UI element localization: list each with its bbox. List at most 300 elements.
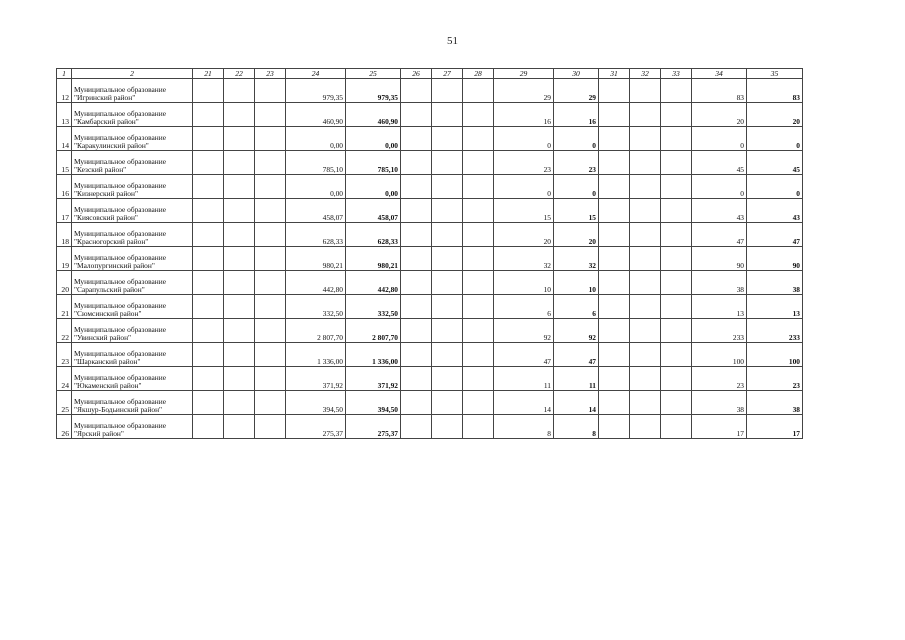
table-row: [57, 103, 803, 127]
cell-col-24: 980,21: [286, 247, 346, 271]
cell-col-31: [599, 199, 630, 223]
municipality-type-label: Муниципальное образование: [74, 325, 166, 335]
cell-col-29: 23: [494, 151, 554, 175]
cell-col-33: [661, 391, 692, 415]
municipal-data-table: [56, 68, 803, 439]
cell-col-33: [661, 271, 692, 295]
row-number: 16: [57, 175, 72, 199]
cell-col-31: [599, 79, 630, 103]
cell-col-23: [255, 415, 286, 439]
cell-col-26: [401, 415, 432, 439]
cell-col-25: 1 336,00: [346, 343, 401, 367]
cell-col-21: [193, 391, 224, 415]
cell-col-25: 371,92: [346, 367, 401, 391]
municipality-name-label: "Увинский район": [74, 333, 132, 343]
cell-col-35: 45: [747, 151, 803, 175]
cell-col-29: 0: [494, 127, 554, 151]
cell-col-27: [432, 199, 463, 223]
cell-col-29: 0: [494, 175, 554, 199]
cell-col-23: [255, 223, 286, 247]
cell-col-26: [401, 391, 432, 415]
cell-col-31: [599, 127, 630, 151]
cell-col-21: [193, 127, 224, 151]
cell-col-26: [401, 295, 432, 319]
municipality-name-cell: [72, 343, 193, 367]
cell-col-33: [661, 319, 692, 343]
cell-col-23: [255, 343, 286, 367]
cell-col-27: [432, 175, 463, 199]
municipality-name-cell: [72, 319, 193, 343]
cell-col-29: 29: [494, 79, 554, 103]
cell-col-29: 16: [494, 103, 554, 127]
column-header: 22: [224, 69, 255, 79]
cell-col-34: 23: [692, 367, 747, 391]
cell-col-22: [224, 367, 255, 391]
cell-col-32: [630, 247, 661, 271]
cell-col-33: [661, 127, 692, 151]
cell-col-23: [255, 367, 286, 391]
cell-col-25: 2 807,70: [346, 319, 401, 343]
cell-col-27: [432, 151, 463, 175]
cell-col-34: 90: [692, 247, 747, 271]
cell-col-23: [255, 103, 286, 127]
municipality-name-cell: [72, 271, 193, 295]
cell-col-30: 23: [554, 151, 599, 175]
cell-col-31: [599, 295, 630, 319]
municipality-name-cell: [72, 247, 193, 271]
cell-col-27: [432, 247, 463, 271]
cell-col-32: [630, 391, 661, 415]
cell-col-32: [630, 199, 661, 223]
cell-col-33: [661, 415, 692, 439]
cell-col-28: [463, 319, 494, 343]
cell-col-21: [193, 199, 224, 223]
row-number: 18: [57, 223, 72, 247]
municipality-name-cell: [72, 127, 193, 151]
municipality-name-cell: [72, 391, 193, 415]
cell-col-22: [224, 79, 255, 103]
cell-col-32: [630, 103, 661, 127]
cell-col-29: 10: [494, 271, 554, 295]
cell-col-28: [463, 223, 494, 247]
cell-col-22: [224, 103, 255, 127]
cell-col-23: [255, 199, 286, 223]
cell-col-22: [224, 247, 255, 271]
column-header: 27: [432, 69, 463, 79]
cell-col-25: 275,37: [346, 415, 401, 439]
cell-col-25: 0,00: [346, 175, 401, 199]
cell-col-24: 275,37: [286, 415, 346, 439]
cell-col-28: [463, 271, 494, 295]
column-header: 25: [346, 69, 401, 79]
cell-col-34: 38: [692, 391, 747, 415]
municipality-type-label: Муниципальное образование: [74, 109, 166, 119]
table-row: [57, 223, 803, 247]
municipality-type-label: Муниципальное образование: [74, 373, 166, 383]
table-row: [57, 79, 803, 103]
cell-col-21: [193, 295, 224, 319]
column-header: 32: [630, 69, 661, 79]
cell-col-25: 332,50: [346, 295, 401, 319]
municipality-name-cell: [72, 151, 193, 175]
municipality-name-label: "Юкаменский район": [74, 381, 142, 391]
cell-col-25: 0,00: [346, 127, 401, 151]
cell-col-32: [630, 151, 661, 175]
cell-col-31: [599, 415, 630, 439]
cell-col-30: 0: [554, 175, 599, 199]
cell-col-29: 32: [494, 247, 554, 271]
cell-col-35: 23: [747, 367, 803, 391]
cell-col-27: [432, 415, 463, 439]
cell-col-33: [661, 247, 692, 271]
cell-col-34: 47: [692, 223, 747, 247]
cell-col-32: [630, 127, 661, 151]
municipality-name-label: "Ярский район": [74, 429, 124, 439]
cell-col-23: [255, 271, 286, 295]
cell-col-21: [193, 175, 224, 199]
column-header: 1: [57, 69, 72, 79]
cell-col-22: [224, 295, 255, 319]
cell-col-32: [630, 367, 661, 391]
cell-col-24: 0,00: [286, 175, 346, 199]
municipality-type-label: Муниципальное образование: [74, 205, 166, 215]
cell-col-29: 14: [494, 391, 554, 415]
row-number: 15: [57, 151, 72, 175]
cell-col-26: [401, 247, 432, 271]
municipality-name-cell: [72, 223, 193, 247]
cell-col-34: 45: [692, 151, 747, 175]
municipality-name-cell: [72, 295, 193, 319]
cell-col-35: 38: [747, 391, 803, 415]
cell-col-22: [224, 199, 255, 223]
cell-col-33: [661, 79, 692, 103]
cell-col-35: 38: [747, 271, 803, 295]
cell-col-35: 43: [747, 199, 803, 223]
column-header: 31: [599, 69, 630, 79]
cell-col-28: [463, 415, 494, 439]
cell-col-35: 20: [747, 103, 803, 127]
column-header: 2: [72, 69, 193, 79]
municipality-name-label: "Шарканский район": [74, 357, 141, 367]
cell-col-29: 15: [494, 199, 554, 223]
page-number: 51: [447, 35, 458, 47]
municipality-type-label: Муниципальное образование: [74, 277, 166, 287]
municipality-type-label: Муниципальное образование: [74, 301, 166, 311]
cell-col-27: [432, 271, 463, 295]
cell-col-31: [599, 319, 630, 343]
cell-col-25: 980,21: [346, 247, 401, 271]
table-row: [57, 247, 803, 271]
column-header: 30: [554, 69, 599, 79]
cell-col-35: 233: [747, 319, 803, 343]
cell-col-22: [224, 271, 255, 295]
cell-col-23: [255, 127, 286, 151]
cell-col-31: [599, 151, 630, 175]
cell-col-32: [630, 319, 661, 343]
cell-col-31: [599, 247, 630, 271]
cell-col-27: [432, 79, 463, 103]
table-row: [57, 391, 803, 415]
cell-col-24: 371,92: [286, 367, 346, 391]
cell-col-23: [255, 151, 286, 175]
row-number: 24: [57, 367, 72, 391]
cell-col-30: 32: [554, 247, 599, 271]
cell-col-24: 394,50: [286, 391, 346, 415]
municipality-name-label: "Якшур-Бодьинский район": [74, 405, 163, 415]
cell-col-35: 17: [747, 415, 803, 439]
cell-col-25: 394,50: [346, 391, 401, 415]
cell-col-23: [255, 247, 286, 271]
column-number-header-row: [57, 69, 803, 79]
cell-col-30: 11: [554, 367, 599, 391]
column-header: 34: [692, 69, 747, 79]
cell-col-33: [661, 343, 692, 367]
cell-col-26: [401, 223, 432, 247]
cell-col-27: [432, 103, 463, 127]
municipality-name-cell: [72, 103, 193, 127]
cell-col-24: 460,90: [286, 103, 346, 127]
cell-col-33: [661, 199, 692, 223]
column-header: 24: [286, 69, 346, 79]
cell-col-22: [224, 343, 255, 367]
cell-col-27: [432, 391, 463, 415]
cell-col-26: [401, 319, 432, 343]
cell-col-32: [630, 343, 661, 367]
cell-col-21: [193, 319, 224, 343]
column-header: 35: [747, 69, 803, 79]
table-row: [57, 127, 803, 151]
cell-col-32: [630, 295, 661, 319]
municipality-name-label: "Сарапульский район": [74, 285, 145, 295]
cell-col-31: [599, 271, 630, 295]
cell-col-22: [224, 415, 255, 439]
row-number: 20: [57, 271, 72, 295]
municipality-name-cell: [72, 415, 193, 439]
cell-col-21: [193, 79, 224, 103]
cell-col-33: [661, 175, 692, 199]
row-number: 26: [57, 415, 72, 439]
cell-col-23: [255, 391, 286, 415]
municipality-type-label: Муниципальное образование: [74, 133, 166, 143]
cell-col-29: 92: [494, 319, 554, 343]
row-number: 23: [57, 343, 72, 367]
cell-col-24: 0,00: [286, 127, 346, 151]
cell-col-33: [661, 367, 692, 391]
cell-col-27: [432, 319, 463, 343]
cell-col-28: [463, 367, 494, 391]
cell-col-21: [193, 151, 224, 175]
table-row: [57, 415, 803, 439]
cell-col-28: [463, 295, 494, 319]
cell-col-31: [599, 391, 630, 415]
column-header: 33: [661, 69, 692, 79]
municipality-type-label: Муниципальное образование: [74, 397, 166, 407]
cell-col-30: 10: [554, 271, 599, 295]
municipality-name-cell: [72, 79, 193, 103]
cell-col-34: 83: [692, 79, 747, 103]
cell-col-34: 0: [692, 127, 747, 151]
cell-col-30: 6: [554, 295, 599, 319]
row-number: 12: [57, 79, 72, 103]
cell-col-22: [224, 391, 255, 415]
cell-col-30: 15: [554, 199, 599, 223]
municipality-name-label: "Кизнерский район": [74, 189, 138, 199]
cell-col-32: [630, 415, 661, 439]
column-header: 23: [255, 69, 286, 79]
municipality-type-label: Муниципальное образование: [74, 157, 166, 167]
cell-col-21: [193, 247, 224, 271]
cell-col-34: 17: [692, 415, 747, 439]
table-row: [57, 319, 803, 343]
cell-col-30: 29: [554, 79, 599, 103]
table-row: [57, 199, 803, 223]
municipality-name-cell: [72, 367, 193, 391]
column-header: 29: [494, 69, 554, 79]
cell-col-35: 0: [747, 127, 803, 151]
cell-col-33: [661, 295, 692, 319]
cell-col-23: [255, 319, 286, 343]
cell-col-27: [432, 295, 463, 319]
row-number: 19: [57, 247, 72, 271]
cell-col-29: 8: [494, 415, 554, 439]
municipality-name-label: "Красногорский район": [74, 237, 149, 247]
cell-col-35: 90: [747, 247, 803, 271]
cell-col-25: 460,90: [346, 103, 401, 127]
table-row: [57, 343, 803, 367]
cell-col-31: [599, 343, 630, 367]
cell-col-25: 458,07: [346, 199, 401, 223]
cell-col-23: [255, 295, 286, 319]
cell-col-26: [401, 103, 432, 127]
cell-col-26: [401, 175, 432, 199]
municipality-name-label: "Киясовский район": [74, 213, 138, 223]
cell-col-31: [599, 367, 630, 391]
cell-col-26: [401, 151, 432, 175]
cell-col-22: [224, 175, 255, 199]
row-number: 25: [57, 391, 72, 415]
municipality-type-label: Муниципальное образование: [74, 349, 166, 359]
cell-col-26: [401, 271, 432, 295]
cell-col-30: 8: [554, 415, 599, 439]
municipality-type-label: Муниципальное образование: [74, 421, 166, 431]
table-row: [57, 175, 803, 199]
cell-col-24: 332,50: [286, 295, 346, 319]
cell-col-28: [463, 199, 494, 223]
cell-col-29: 11: [494, 367, 554, 391]
municipality-name-label: "Игринский район": [74, 93, 136, 103]
cell-col-33: [661, 103, 692, 127]
cell-col-22: [224, 319, 255, 343]
cell-col-34: 13: [692, 295, 747, 319]
cell-col-32: [630, 79, 661, 103]
cell-col-28: [463, 103, 494, 127]
cell-col-29: 20: [494, 223, 554, 247]
cell-col-35: 100: [747, 343, 803, 367]
row-number: 13: [57, 103, 72, 127]
cell-col-27: [432, 127, 463, 151]
cell-col-28: [463, 247, 494, 271]
cell-col-28: [463, 79, 494, 103]
table-body: [57, 79, 803, 439]
municipality-name-cell: [72, 175, 193, 199]
column-header: 26: [401, 69, 432, 79]
column-header: 21: [193, 69, 224, 79]
cell-col-23: [255, 175, 286, 199]
municipality-type-label: Муниципальное образование: [74, 181, 166, 191]
cell-col-28: [463, 391, 494, 415]
cell-col-22: [224, 127, 255, 151]
cell-col-33: [661, 151, 692, 175]
cell-col-34: 0: [692, 175, 747, 199]
municipality-name-label: "Малопургинский район": [74, 261, 155, 271]
cell-col-30: 47: [554, 343, 599, 367]
cell-col-35: 0: [747, 175, 803, 199]
cell-col-28: [463, 151, 494, 175]
cell-col-35: 13: [747, 295, 803, 319]
cell-col-24: 785,10: [286, 151, 346, 175]
cell-col-28: [463, 127, 494, 151]
column-header: 28: [463, 69, 494, 79]
municipality-name-label: "Кезский район": [74, 165, 127, 175]
cell-col-29: 47: [494, 343, 554, 367]
cell-col-33: [661, 223, 692, 247]
municipality-name-cell: [72, 199, 193, 223]
table-row: [57, 271, 803, 295]
cell-col-31: [599, 223, 630, 247]
municipality-name-label: "Камбарский район": [74, 117, 139, 127]
cell-col-30: 92: [554, 319, 599, 343]
cell-col-21: [193, 367, 224, 391]
cell-col-32: [630, 223, 661, 247]
cell-col-32: [630, 271, 661, 295]
cell-col-28: [463, 175, 494, 199]
cell-col-21: [193, 415, 224, 439]
cell-col-30: 14: [554, 391, 599, 415]
cell-col-21: [193, 343, 224, 367]
cell-col-24: 1 336,00: [286, 343, 346, 367]
cell-col-22: [224, 151, 255, 175]
cell-col-24: 458,07: [286, 199, 346, 223]
row-number: 21: [57, 295, 72, 319]
cell-col-25: 442,80: [346, 271, 401, 295]
cell-col-24: 442,80: [286, 271, 346, 295]
cell-col-25: 628,33: [346, 223, 401, 247]
cell-col-24: 979,35: [286, 79, 346, 103]
cell-col-25: 979,35: [346, 79, 401, 103]
cell-col-34: 43: [692, 199, 747, 223]
cell-col-23: [255, 79, 286, 103]
cell-col-25: 785,10: [346, 151, 401, 175]
row-number: 14: [57, 127, 72, 151]
row-number: 22: [57, 319, 72, 343]
cell-col-28: [463, 343, 494, 367]
cell-col-26: [401, 343, 432, 367]
cell-col-31: [599, 103, 630, 127]
municipality-type-label: Муниципальное образование: [74, 85, 166, 95]
cell-col-22: [224, 223, 255, 247]
cell-col-34: 233: [692, 319, 747, 343]
cell-col-30: 0: [554, 127, 599, 151]
cell-col-26: [401, 127, 432, 151]
cell-col-30: 20: [554, 223, 599, 247]
cell-col-26: [401, 367, 432, 391]
cell-col-32: [630, 175, 661, 199]
cell-col-31: [599, 175, 630, 199]
municipality-type-label: Муниципальное образование: [74, 229, 166, 239]
cell-col-26: [401, 199, 432, 223]
cell-col-21: [193, 271, 224, 295]
municipality-type-label: Муниципальное образование: [74, 253, 166, 263]
